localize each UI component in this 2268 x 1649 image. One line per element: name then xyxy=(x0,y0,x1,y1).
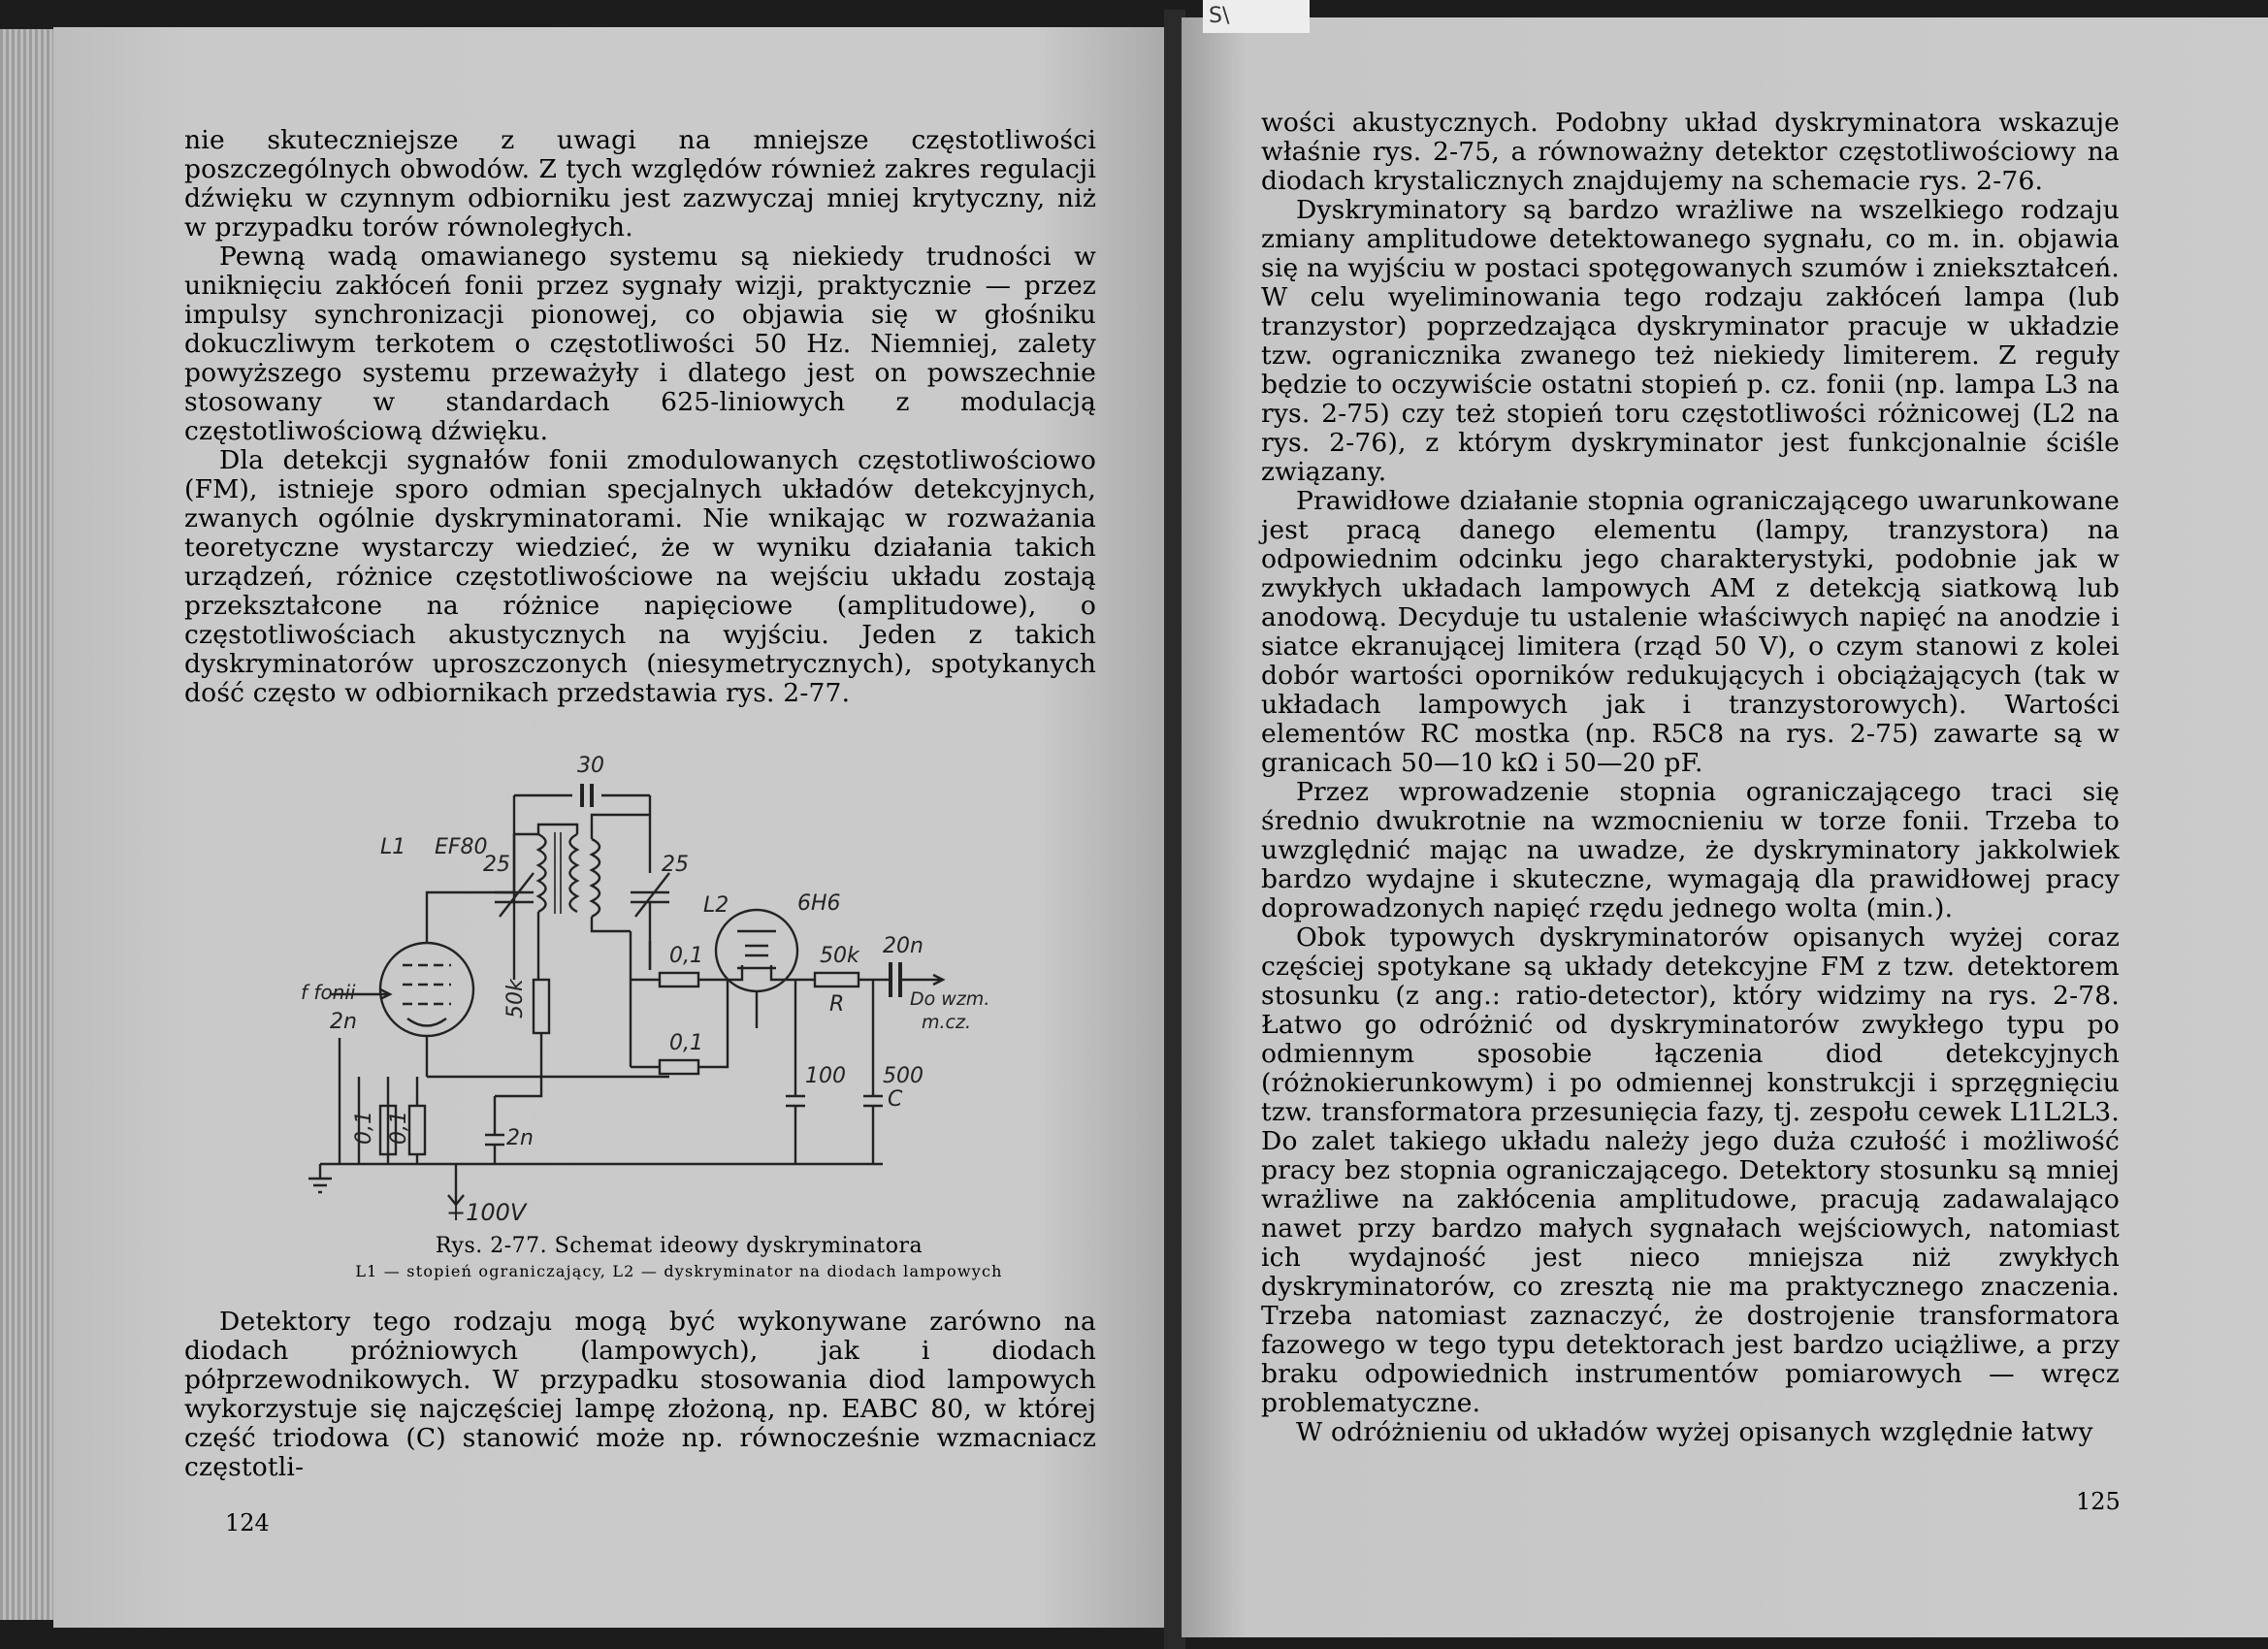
right-paragraph: wości akustycznych. Podobny układ dyskryminatora wskazuje właśnie rys. 2-75, a równoważny detektor częstotliwościowy na diodach krystalicznych znajdujemy na schemacie rys. 2-76. xyxy=(1261,108,2120,196)
label-l2: L2 xyxy=(703,893,729,918)
label-c100: 100 xyxy=(805,1064,846,1088)
label-r01-top: 0,1 xyxy=(669,944,703,968)
right-paragraph: Przez wprowadzenie stopnia ograniczającego traci się średnio dwukrotnie na wzmocnieniu w torze fonii. Trzeba to uwzględnić mając na uwadze, że dyskryminatory jakkolwiek bardzo wydajne i skuteczne, wymagają dla prawidłowej pracy doprowadzonych napięć rzędu jednego wolta (min.). xyxy=(1261,777,2120,923)
right-paragraph: W odróżnieniu od układów wyżej opisanych względnie łatwy xyxy=(1296,1417,2093,1447)
label-c25-left: 25 xyxy=(483,853,510,877)
label-c25-right: 25 xyxy=(662,853,689,877)
label-r: R xyxy=(829,992,845,1017)
label-output-2: m.cz. xyxy=(922,1012,972,1033)
right-paragraph: Obok typowych dyskryminatorów opisanych wyżej coraz częściej spotykane są układy detekcyjne FM z tzw. detektorem stosunku (z ang.: ratio-detector), który widzimy na rys. 2-78. Łatwo go odróżnić od dyskryminatorów zwykłego typu po odmiennym sposobie łączenia diod detekcyjnych (różnokierunkowym) i po odmiennej konstrukcji i sprzęgnięciu tzw. transformatora przesunięcia fazy, tj. zespołu cewek L1L2L3. Do zalet takiego układu należy jego duża czułość i możliwość pracy bez stopnia ograniczającego. Detektory stosunku są mniej wrażliwe na zakłócenia amplitudowe, pracują zadawalająco nawet przy bardzo małych sygnałach wejściowych, natomiast ich wydajność jest nieco mniejsza niż zwykłych dyskryminatorów, co zresztą nie ma praktycznego znaczenia. Trzeba natomiast zaznaczyć, że dostrojenie transformatora fazowego w tego typu detektorach jest bardzo uciążliwe, a przy braku odpowiednich instrumentów pomiarowych — wręcz problematyczne. xyxy=(1261,922,2120,1418)
figure-subcaption: L1 — stopień ograniczający, L2 — dyskryminator na diodach lampowych xyxy=(355,1262,1003,1280)
discriminator-schematic xyxy=(301,747,1038,1222)
figure-caption: Rys. 2-77. Schemat ideowy dyskryminatora xyxy=(435,1234,923,1258)
label-c: C xyxy=(888,1087,903,1112)
label-ef80: EF80 xyxy=(435,835,488,859)
right-page-text xyxy=(1261,109,2120,1447)
left-paragraph: Pewną wadą omawianego systemu są niekiedy trudności w uniknięciu zakłóceń fonii przez sygnały wizji, praktycznie — przez impulsy synchronizacji pionowej, co objawia się w głośniku dokuczliwym terkotem o częstotliwości 50 Hz. Niemniej, zalety powyższego systemu przeważyły i dlatego jest on powszechnie stosowany w standardach 625-liniowych z modulacją częstotliwościową dźwięku. xyxy=(184,242,1096,446)
label-r50k-vertical: 50k xyxy=(503,979,528,1018)
page-tab-label: S\ xyxy=(1203,0,1310,33)
left-page-text-bottom xyxy=(184,1308,1096,1482)
label-r01-d: 0,1 xyxy=(387,1111,411,1145)
label-r01-bottom: 0,1 xyxy=(669,1031,703,1055)
label-c20n: 20n xyxy=(883,934,923,958)
left-paragraph: Detektory tego rodzaju mogą być wykonywane zarówno na diodach próżniowych (lampowych), jak i diodach półprzewodnikowych. W przypadku stosowania diod lampowych wykorzystuje się najczęściej lampę złożoną, np. EABC 80, w której część triodowa (C) stanowić może np. równocześnie wzmacniacz częstotli- xyxy=(184,1307,1096,1482)
label-supply: +100V xyxy=(446,1199,527,1222)
label-c-30: 30 xyxy=(577,754,604,778)
label-l1: L1 xyxy=(380,835,406,859)
label-c500: 500 xyxy=(883,1064,923,1088)
left-paragraph: nie skuteczniejsze z uwagi na mniejsze częstotliwości poszczególnych obwodów. Z tych względów również zakres regulacji dźwięku w czynnym odbiorniku jest zazwyczaj mniej krytyczny, niż w przypadku torów równoległych. xyxy=(184,125,1096,242)
label-c2n-left: 2n xyxy=(330,1010,357,1034)
right-paragraph: Prawidłowe działanie stopnia ograniczającego uwarunkowane jest pracą danego elementu (lampy, tranzystora) na odpowiednim odcinku jego charakterystyki, podobnie jak w zwykłych układach lampowych AM z detekcją siatkową lub anodową. Decyduje tu ustalenie właściwych napięć na anodzie i siatce ekranującej limitera (rząd 50 V), o czym stanowi z kolei dobór wartości oporników redukujących i obciążających (tak w układach lampowych jak i tranzystorowych). Wartości elementów RC mostka (np. R5C8 na rys. 2-75) zawarte są w granicach 50—10 kΩ i 50—20 pF. xyxy=(1261,486,2120,778)
right-paragraph: Dyskryminatory są bardzo wrażliwe na wszelkiego rodzaju zmiany amplitudowe detektowanego sygnału, co m. in. objawia się na wyjściu w postaci spotęgowanych szumów i zniekształceń. W celu wyeliminowania tego rodzaju zakłóceń lampa (lub tranzystor) poprzedzająca dyskryminator pracuje w układzie tzw. ogranicznika zwanego też niekiedy limiterem. Z reguły będzie to oczywiście ostatni stopień p. cz. fonii (np. lampa L3 na rys. 2-75) czy też stopień toru częstotliwości różnicowej (L2 na rys. 2-76), z którym dyskryminator jest funkcjonalnie ściśle związany. xyxy=(1261,195,2120,487)
label-input: f fonii xyxy=(301,981,356,1004)
label-output-1: Do wzm. xyxy=(910,988,990,1010)
page-number-right: 125 xyxy=(2076,1488,2121,1515)
left-paragraph: Dla detekcji sygnałów fonii zmodulowanych częstotliwościowo (FM), istnieje sporo odmian specjalnych układów detekcyjnych, zwanych ogólnie dyskryminatorami. Nie wnikając w rozważania teoretyczne wystarczy wiedzieć, że w wyniku działania takich urządzeń, różnice częstotliwościowe na wejściu układu zostają przekształcone na różnice napięciowe (amplitudowe), o częstotliwościach akustycznych na wyjściu. Jeden z takich dyskryminatorów uproszczonych (niesymetrycznych), spotykanych dość często w odbiornikach przedstawia rys. 2-77. xyxy=(184,445,1096,708)
left-page-text-top xyxy=(184,126,1096,708)
label-6h6: 6H6 xyxy=(797,891,841,916)
label-c2n-right: 2n xyxy=(506,1126,534,1150)
page-number-left: 124 xyxy=(225,1509,270,1536)
label-r50k-horizontal: 50k xyxy=(820,944,859,968)
label-r01-c: 0,1 xyxy=(352,1111,376,1145)
